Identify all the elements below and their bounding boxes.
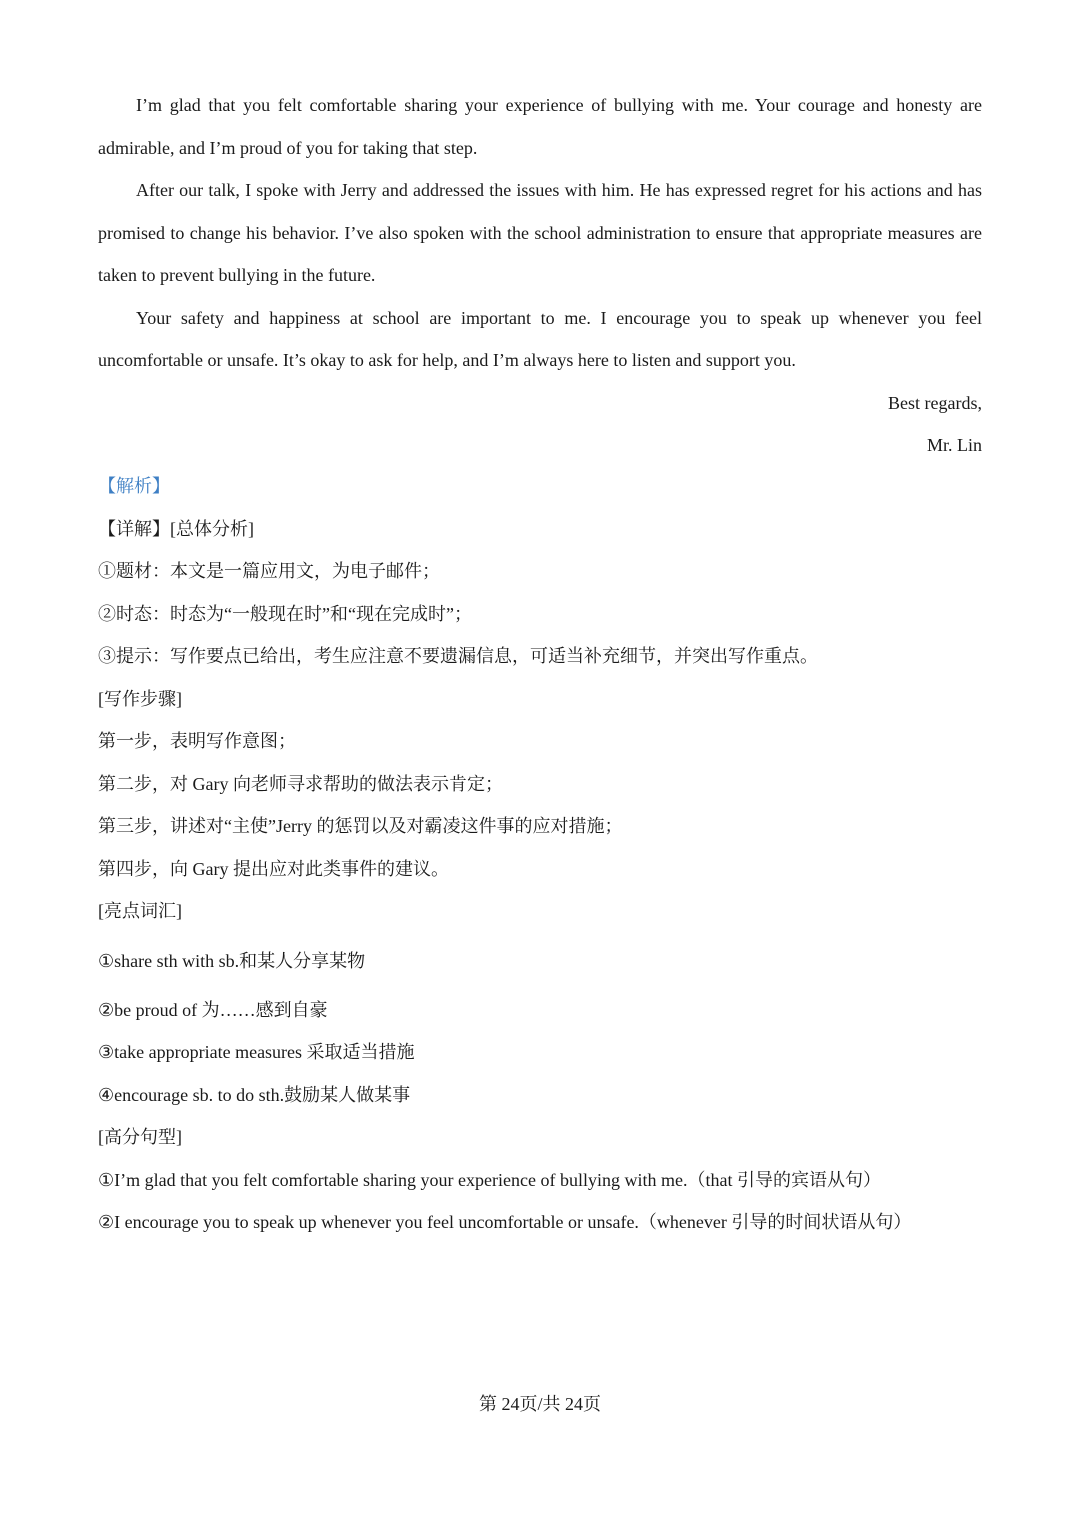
letter-closing: Best regards, xyxy=(888,392,982,413)
sentence-item-2: ②I encourage you to speak up whenever you feel uncomfortable or unsafe.（whenever 引导的时间状语从句） xyxy=(98,1212,912,1232)
sentence-item-1: ①I’m glad that you felt comfortable sharing your experience of bullying with me.（that 引导的宾语从句） xyxy=(98,1169,881,1190)
letter-paragraph-2: After our talk, I spoke with Jerry and addressed the issues with him. He has expressed regret for his actions and has promised to change his behavior. I’ve also spoken with the school administration to ensure that appropriate measures are taken to prevent bullying in the future. xyxy=(98,180,982,285)
letter-body xyxy=(98,84,982,467)
step-item-4: 第四步，向 Gary 提出应对此类事件的建议。 xyxy=(98,858,449,879)
vocab-heading: [亮点词汇] xyxy=(98,901,182,921)
step-item-2: 第二步，对 Gary 向老师寻求帮助的做法表示肯定； xyxy=(98,773,503,794)
vocab-item-4: ④encourage sb. to do sth.鼓励某人做某事 xyxy=(98,1084,411,1105)
analysis-heading: 【解析】 xyxy=(98,476,170,496)
overview-item-1: ①题材：本文是一篇应用文，为电子邮件； xyxy=(98,561,440,581)
analysis-section xyxy=(98,465,988,1244)
detail-heading: 【详解】[总体分析] xyxy=(98,518,254,539)
vocab-item-2: ②be proud of 为……感到自豪 xyxy=(98,999,328,1020)
step-item-3: 第三步，讲述对“主使”Jerry 的惩罚以及对霸凌这件事的应对措施； xyxy=(98,816,623,836)
letter-paragraph-1: I’m glad that you felt comfortable sharing your experience of bullying with me. Your courage and honesty are admirable, and I’m proud of you for taking that step. xyxy=(98,95,982,158)
overview-item-2: ②时态：时态为“一般现在时”和“现在完成时”； xyxy=(98,603,472,624)
page-footer: 第 24页/共 24页 xyxy=(478,1394,601,1414)
step-item-1: 第一步，表明写作意图； xyxy=(98,731,296,751)
vocab-item-3: ③take appropriate measures 采取适当措施 xyxy=(98,1042,415,1062)
sentences-heading: [高分句型] xyxy=(98,1127,182,1147)
overview-item-3: ③提示：写作要点已给出，考生应注意不要遗漏信息，可适当补充细节，并突出写作重点。 xyxy=(98,646,818,666)
steps-heading: [写作步骤] xyxy=(98,688,182,709)
vocab-item-1: ①share sth with sb.和某人分享某物 xyxy=(98,950,366,971)
letter-paragraph-3: Your safety and happiness at school are important to me. I encourage you to speak up whenever you feel uncomfortable or unsafe. It’s okay to ask for help, and I’m always here to listen and support you. xyxy=(98,307,982,370)
letter-signature: Mr. Lin xyxy=(926,435,982,455)
